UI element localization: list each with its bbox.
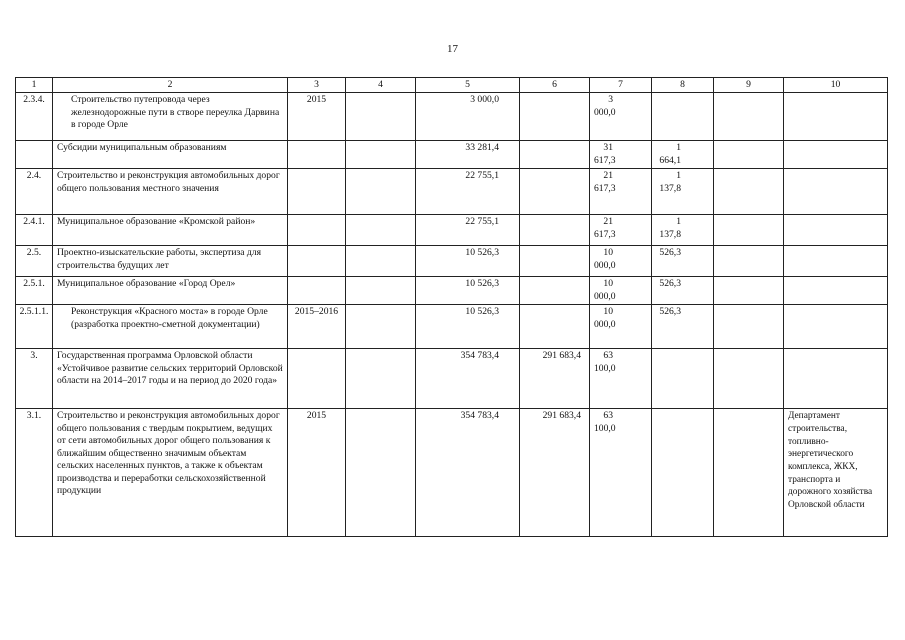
row-col4	[346, 93, 416, 141]
row-col5: 10 526,3	[416, 305, 520, 349]
row-col10: Департамент строительства, топливно-энергетического комплекса, ЖКХ, транспорта и дорожного хозяйства Орловской области	[784, 409, 888, 537]
row-col6	[520, 305, 590, 349]
row-col9	[714, 349, 784, 409]
row-col7: 21 617,3	[590, 169, 652, 215]
row-col5: 10 526,3	[416, 246, 520, 277]
page-number: 17	[447, 43, 458, 55]
row-col6	[520, 93, 590, 141]
row-col5: 22 755,1	[416, 215, 520, 246]
budget-table	[15, 77, 888, 537]
row-col4	[346, 215, 416, 246]
row-number: 2.5.1.	[16, 277, 53, 305]
row-col8: 1 664,1	[652, 141, 714, 169]
row-number: 2.4.1.	[16, 215, 53, 246]
row-name: Реконструкция «Красного моста» в городе Орле (разработка проектно-сметной документации)	[53, 305, 288, 349]
row-number: 2.5.	[16, 246, 53, 277]
table-row	[16, 93, 888, 141]
row-col7: 63 100,0	[590, 349, 652, 409]
row-col6	[520, 277, 590, 305]
row-col6	[520, 141, 590, 169]
row-name: Строительство путепровода через железнодорожные пути в створе переулка Дарвина в городе Орле	[53, 93, 288, 141]
row-name: Строительство и реконструкция автомобильных дорог общего пользования местного значения	[53, 169, 288, 215]
row-col8: 526,3	[652, 305, 714, 349]
row-name: Строительство и реконструкция автомобильных дорог общего пользования с твердым покрытием, ведущих от сети автомобильных дорог общего пользования к ближайшим общественно значимым объектам сельских населенных пунктов, а также к объектам производства и переработки сельскохозяйственной продукции	[53, 409, 288, 537]
row-col7: 10 000,0	[590, 305, 652, 349]
row-col10	[784, 305, 888, 349]
row-col6: 291 683,4	[520, 409, 590, 537]
row-year: 2015	[288, 409, 346, 537]
row-col8	[652, 409, 714, 537]
column-header: 10	[784, 78, 888, 93]
row-col9	[714, 246, 784, 277]
column-header: 6	[520, 78, 590, 93]
row-col8: 1 137,8	[652, 215, 714, 246]
row-name: Субсидии муниципальным образованиям	[53, 141, 288, 169]
row-col5: 10 526,3	[416, 277, 520, 305]
row-col4	[346, 141, 416, 169]
row-col9	[714, 169, 784, 215]
row-number: 2.4.	[16, 169, 53, 215]
row-name: Государственная программа Орловской области «Устойчивое развитие сельских территорий Орловской области на 2014–2017 годы и на период до 2020 года»	[53, 349, 288, 409]
row-year	[288, 169, 346, 215]
table-row	[16, 246, 888, 277]
row-col8	[652, 93, 714, 141]
row-year	[288, 246, 346, 277]
row-col5: 22 755,1	[416, 169, 520, 215]
row-year	[288, 141, 346, 169]
row-col7: 10 000,0	[590, 277, 652, 305]
row-col4	[346, 349, 416, 409]
column-header: 4	[346, 78, 416, 93]
row-number: 2.5.1.1.	[16, 305, 53, 349]
row-number	[16, 141, 53, 169]
row-col8	[652, 349, 714, 409]
table-row	[16, 409, 888, 537]
row-name: Муниципальное образование «Кромской район»	[53, 215, 288, 246]
row-col10	[784, 349, 888, 409]
row-col8: 1 137,8	[652, 169, 714, 215]
row-col10	[784, 246, 888, 277]
table-row	[16, 277, 888, 305]
row-col10	[784, 93, 888, 141]
row-col10	[784, 169, 888, 215]
row-col10	[784, 215, 888, 246]
row-year	[288, 215, 346, 246]
row-col7: 63 100,0	[590, 409, 652, 537]
row-col9	[714, 141, 784, 169]
row-col7: 10 000,0	[590, 246, 652, 277]
row-col7: 3 000,0	[590, 93, 652, 141]
row-year: 2015	[288, 93, 346, 141]
row-name: Муниципальное образование «Город Орел»	[53, 277, 288, 305]
row-col4	[346, 169, 416, 215]
row-col4	[346, 277, 416, 305]
table-row	[16, 349, 888, 409]
row-number: 2.3.4.	[16, 93, 53, 141]
row-name: Проектно-изыскательские работы, экспертиза для строительства будущих лет	[53, 246, 288, 277]
row-col6: 291 683,4	[520, 349, 590, 409]
row-col9	[714, 277, 784, 305]
table-row	[16, 215, 888, 246]
row-col4	[346, 305, 416, 349]
column-header: 5	[416, 78, 520, 93]
column-header: 2	[53, 78, 288, 93]
row-year	[288, 277, 346, 305]
row-col4	[346, 246, 416, 277]
row-col8: 526,3	[652, 246, 714, 277]
column-header: 8	[652, 78, 714, 93]
column-header: 1	[16, 78, 53, 93]
row-col6	[520, 169, 590, 215]
row-col7: 21 617,3	[590, 215, 652, 246]
row-number: 3.1.	[16, 409, 53, 537]
row-year: 2015–2016	[288, 305, 346, 349]
column-header: 7	[590, 78, 652, 93]
table-row	[16, 305, 888, 349]
row-col6	[520, 246, 590, 277]
row-col9	[714, 409, 784, 537]
row-col10	[784, 277, 888, 305]
column-header: 9	[714, 78, 784, 93]
row-col4	[346, 409, 416, 537]
row-col10	[784, 141, 888, 169]
row-col5: 354 783,4	[416, 409, 520, 537]
row-year	[288, 349, 346, 409]
row-col9	[714, 215, 784, 246]
row-col6	[520, 215, 590, 246]
row-col5: 3 000,0	[416, 93, 520, 141]
row-col9	[714, 93, 784, 141]
row-col5: 354 783,4	[416, 349, 520, 409]
row-col5: 33 281,4	[416, 141, 520, 169]
row-col9	[714, 305, 784, 349]
row-col7: 31 617,3	[590, 141, 652, 169]
table-row	[16, 141, 888, 169]
row-col8: 526,3	[652, 277, 714, 305]
table-row	[16, 169, 888, 215]
column-header: 3	[288, 78, 346, 93]
row-number: 3.	[16, 349, 53, 409]
column-header-row	[16, 78, 888, 93]
